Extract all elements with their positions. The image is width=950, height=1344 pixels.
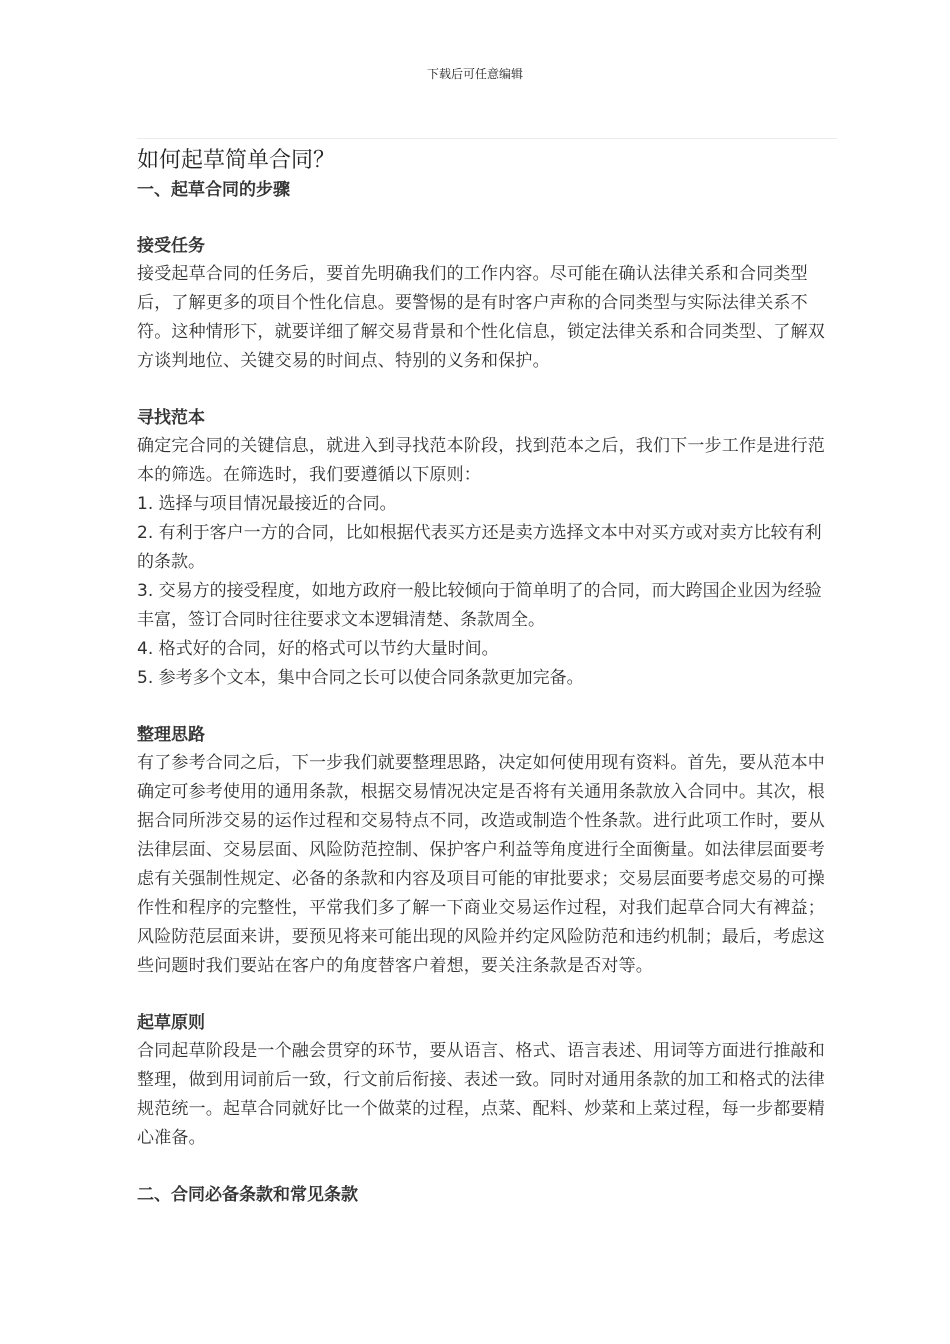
list-item: 2. 有利于客户一方的合同，比如根据代表买方还是卖方选择文本中对买方或对卖方比较有利的条款。 <box>137 523 822 572</box>
step-paragraph-accept-task: 接受起草合同的任务后，要首先明确我们的工作内容。尽可能在确认法律关系和合同类型后，了解更多的项目个性化信息。要警惕的是有时客户声称的合同类型与实际法律关系不符。这种情形下，就要详细了解交易背景和个性化信息，锁定法律关系和合同类型、了解双方谈判地位、关键交易的时间点、特别的义务和保护。 <box>137 264 825 371</box>
list-item: 4. 格式好的合同，好的格式可以节约大量时间。 <box>137 639 499 659</box>
step-heading-organize-ideas: 整理思路 <box>137 725 205 745</box>
step-heading-find-template: 寻找范本 <box>137 408 205 428</box>
spacer <box>137 1153 837 1181</box>
step-heading-accept-task: 接受任务 <box>137 236 205 256</box>
page-header: 下载后可任意编辑 <box>426 67 523 81</box>
document-body <box>137 146 837 1209</box>
spacer <box>137 693 837 721</box>
step-paragraph-organize-ideas: 有了参考合同之后，下一步我们就要整理思路，决定如何使用现有资料。首先，要从范本中确定可参考使用的通用条款，根据交易情况决定是否将有关通用条款放入合同中。其次，根据合同所涉交易的运作过程和交易特点不同，改造或制造个性条款。进行此项工作时，要从法律层面、交易层面、风险防范控制、保护客户利益等角度进行全面衡量。如法律层面要考虑有关强制性规定、必备的条款和内容及项目可能的审批要求；交易层面要考虑交易的可操作性和程序的完整性，平常我们多了解一下商业交易运作过程，对我们起草合同大有裨益；风险防范层面来讲，要预见将来可能出现的风险并约定风险防范和违约机制；最后，考虑这些问题时我们要站在客户的角度替客户着想，要关注条款是否对等。 <box>137 753 825 976</box>
step-paragraph-find-template: 确定完合同的关键信息，就进入到寻找范本阶段，找到范本之后，我们下一步工作是进行范本的筛选。在筛选时，我们要遵循以下原则： <box>137 436 825 485</box>
step-heading-drafting-principles: 起草原则 <box>137 1013 205 1033</box>
section-heading-clauses: 二、合同必备条款和常见条款 <box>137 1185 358 1205</box>
spacer <box>137 204 837 232</box>
section-heading-steps: 一、起草合同的步骤 <box>137 180 290 200</box>
spacer <box>137 981 837 1009</box>
header-divider <box>137 138 837 139</box>
list-item: 1. 选择与项目情况最接近的合同。 <box>137 494 397 514</box>
list-item: 3. 交易方的接受程度，如地方政府一般比较倾向于简单明了的合同，而大跨国企业因为经验丰富，签订合同时往往要求文本逻辑清楚、条款周全。 <box>137 581 822 630</box>
document-title: 如何起草简单合同？ <box>137 148 336 173</box>
list-item: 5. 参考多个文本，集中合同之长可以使合同条款更加完备。 <box>137 668 584 688</box>
spacer <box>137 376 837 404</box>
step-paragraph-drafting-principles: 合同起草阶段是一个融会贯穿的环节，要从语言、格式、语言表述、用词等方面进行推敲和整理，做到用词前后一致，行文前后衔接、表述一致。同时对通用条款的加工和格式的法律规范统一。起草合同就好比一个做菜的过程，点菜、配料、炒菜和上菜过程，每一步都要精心准备。 <box>137 1041 825 1148</box>
